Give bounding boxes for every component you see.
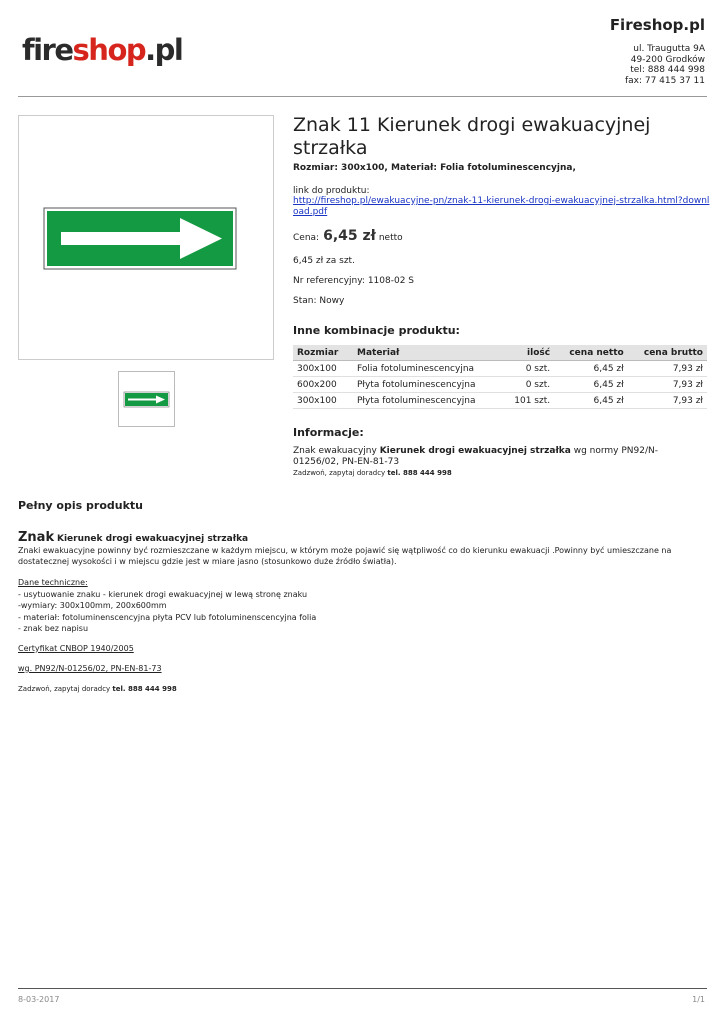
shop-name: Fireshop.pl [609,16,705,34]
description-call-phone: tel. 888 444 998 [112,685,177,693]
cell-gross-price: 7,93 zł [628,361,707,377]
table-row[interactable] [293,393,707,409]
evacuation-arrow-sign [19,116,273,359]
cell-net-price: 6,45 zł [554,377,628,393]
price-row [293,228,403,244]
address-street: ul. Traugutta 9A [633,44,705,54]
technical-data-title: Dane techniczne: [18,578,88,587]
technical-line: - usytuowanie znaku - kierunek drogi ewakuacyjnej w lewą stronę znaku [18,589,308,599]
product-state: Stan: Nowy [293,296,345,306]
info-text [293,446,703,468]
description-heading-small: Kierunek drogi ewakuacyjnej strzałka [56,534,249,544]
address-fax: fax: 77 415 37 11 [624,75,705,86]
technical-data [18,577,316,635]
cell-quantity: 101 szt. [502,393,554,409]
table-header-row [293,345,707,361]
header-divider [18,96,707,97]
description-heading [18,530,248,545]
description-paragraph: Znaki ewakuacyjne powinny być rozmieszczane w każdym miejscu, w którym może pojawić się wątpliwość co do kierunku ewakuacji .Powinny być umieszczane na dostatecznej wysokości i w miejscu gdzie jest w miare jasno (stosunkowo duże źródło światła). [18,546,672,566]
shop-address [625,44,705,86]
description-call [18,685,177,693]
norm: wg. PN92/N-01256/02, PN-EN-81-73 [18,664,162,673]
info-call-phone: tel. 888 444 998 [387,469,452,477]
cell-size: 300x100 [293,361,353,377]
footer-divider [18,988,707,989]
col-header-material: Materiał [353,345,502,361]
info-call-text: Zadzwoń, zapytaj doradcy [293,469,388,477]
footer-date: 8-03-2017 [18,995,60,1004]
price-suffix: netto [378,233,403,243]
price-label: Cena: [293,233,320,243]
product-link-label: link do produktu: [293,186,370,196]
product-subtitle: Rozmiar: 300x100, Materiał: Folia fotoluminescencyjna, [293,163,576,173]
info-text-pre: Znak ewakuacyjny [293,446,380,456]
cell-size: 300x100 [293,393,353,409]
col-header-size: Rozmiar [293,345,353,361]
address-city: 49-200 Grodków [630,54,705,65]
description-call-text: Zadzwoń, zapytaj doradcy [18,685,113,693]
col-header-gross-price: cena brutto [628,345,707,361]
address-tel: tel: 888 444 998 [630,65,705,75]
cell-net-price: 6,45 zł [554,393,628,409]
info-call [293,469,452,477]
certificate: Certyfikat CNBOP 1940/2005 [18,644,134,653]
info-title: Informacje: [293,426,364,439]
fireshop-logo [22,33,183,67]
col-header-quantity: ilość [502,345,554,361]
product-image [18,115,274,360]
cell-quantity: 0 szt. [502,377,554,393]
technical-line: - materiał: fotoluminenscencyjna płyta PCV lub fotoluminenscencyjna folia [18,612,317,622]
price-per-unit: 6,45 zł za szt. [293,256,355,266]
cell-gross-price: 7,93 zł [628,393,707,409]
cell-quantity: 0 szt. [502,361,554,377]
combinations-title: Inne kombinacje produktu: [293,324,460,337]
technical-line: - znak bez napisu [18,624,89,633]
product-link[interactable]: http://fireshop.pl/ewakuacyjne-pn/znak-11-kierunek-drogi-ewakuacyjnej-strzalka.html?download.pdf [293,196,710,217]
technical-line: -wymiary: 300x100mm, 200x600mm [18,601,167,610]
col-header-net-price: cena netto [554,345,628,361]
table-row[interactable] [293,361,707,377]
cell-material: Folia fotoluminescencyjna [353,361,502,377]
info-text-post: wg normy PN92/N-01256/02, PN-EN-81-73 [293,446,658,467]
full-description-title: Pełny opis produktu [18,499,143,512]
description-heading-big: Znak [18,530,55,545]
cell-size: 600x200 [293,377,353,393]
cell-material: Płyta fotoluminescencyjna [353,393,502,409]
price-value: 6,45 zł [323,228,376,244]
cell-material: Płyta fotoluminescencyjna [353,377,502,393]
table-row[interactable] [293,377,707,393]
info-text-bold: Kierunek drogi ewakuacyjnej strzałka [379,446,571,456]
combinations-table [293,345,707,409]
cell-gross-price: 7,93 zł [628,377,707,393]
product-title: Znak 11 Kierunek drogi ewakuacyjnej strzałka [293,114,651,159]
product-thumbnail[interactable] [118,371,175,427]
cell-net-price: 6,45 zł [554,361,628,377]
logo-part-pl: .pl [145,33,183,67]
reference-number: Nr referencyjny: 1108-02 S [293,276,415,286]
logo-part-shop: shop [72,33,146,67]
thumbnail-sign [119,372,174,426]
footer-page-number: 1/1 [692,995,705,1004]
logo-part-fire: fire [22,33,73,67]
